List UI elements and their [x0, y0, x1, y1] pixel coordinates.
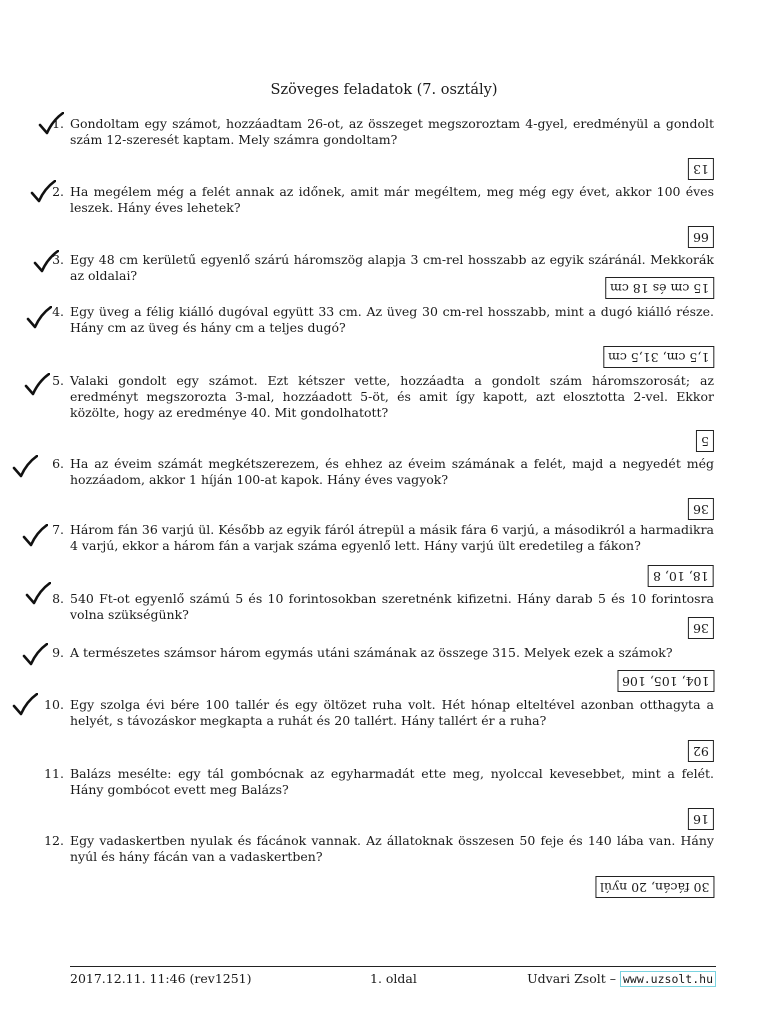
footer-website-link[interactable]: www.uzsolt.hu — [620, 971, 716, 987]
problem-text: Egy üveg a félig kiálló dugóval együtt 33 cm. Az üveg 30 cm-rel hosszabb, mint a dugó kiálló része. Hány cm az üveg és hány cm a teljes dugó? — [70, 304, 714, 335]
problem-text: Ha az éveim számát megkétszerezem, és ehhez az éveim számának a felét, majd a negyedét még hozzáadom, akkor 1 híján 100-at kapok. Hány éves vagyok? — [70, 456, 714, 487]
problem-number: 9. — [52, 645, 64, 660]
answer-box: 66 — [688, 226, 714, 248]
answer-box: 13 — [688, 158, 714, 180]
problem-number: 1. — [52, 116, 64, 131]
answer-box: 36 — [688, 498, 714, 520]
answer-box: 104, 105, 106 — [617, 670, 714, 692]
page-title: Szöveges feladatok (7. osztály) — [270, 82, 498, 98]
problem-text: Egy vadaskertben nyulak és fácánok vannak. Az állatoknak összesen 50 feje és 140 lába van. Hány nyúl és hány fácán van a vadaskertben? — [70, 833, 714, 864]
answer-box: 30 fácán, 20 nyúl — [595, 876, 714, 898]
problem-text: 540 Ft-ot egyenlő számú 5 és 10 forintosokban szeretnénk kifizetni. Hány darab 5 és 10 forintosra volna szükségünk? — [70, 591, 714, 622]
problem-text: Három fán 36 varjú ül. Később az egyik fáról átrepül a másik fára 6 varjú, a másodikról a harmadikra 4 varjú, ekkor a három fán a varjak száma egyenlő lett. Hány varjú ült eredetileg a fákon? — [70, 522, 714, 553]
problem-number: 5. — [52, 373, 64, 388]
problem-number: 2. — [52, 184, 64, 199]
footer-timestamp: 2017.12.11. 11:46 (rev1251) — [70, 971, 252, 986]
problem-text: Gondoltam egy számot, hozzáadtam 26-ot, az összeget megszoroztam 4-gyel, eredményül a gondolt szám 12-szeresét kaptam. Mely számra gondoltam? — [70, 116, 714, 147]
page-footer — [70, 966, 716, 986]
problem-number: 11. — [44, 766, 64, 781]
answer-box: 15 cm és 18 cm — [605, 277, 714, 299]
answer-box: 5 — [696, 430, 714, 452]
problem-text: Egy 48 cm kerületű egyenlő szárú háromszög alapja 3 cm-rel hosszabb az egyik száránál. Mekkorák az oldalai? — [70, 252, 714, 283]
problem-number: 8. — [52, 591, 64, 606]
problem-number: 6. — [52, 456, 64, 471]
problem-text: Balázs mesélte: egy tál gombócnak az egyharmadát ette meg, nyolccal kevesebbet, mint a felét. Hány gombócot evett meg Balázs? — [70, 766, 714, 797]
answer-box: 36 — [688, 617, 714, 639]
problem-number: 10. — [44, 697, 64, 712]
answer-box: 18, 10, 8 — [648, 565, 714, 587]
footer-author — [527, 971, 716, 987]
problem-number: 7. — [52, 522, 64, 537]
footer-author-name: Udvari Zsolt – — [527, 971, 616, 986]
problem-number: 12. — [44, 833, 64, 848]
problem-text: Ha megélem még a felét annak az időnek, amit már megéltem, meg még egy évet, akkor 100 éves leszek. Hány éves lehetek? — [70, 184, 714, 215]
problem-text: Valaki gondolt egy számot. Ezt kétszer vette, hozzáadta a gondolt szám háromszorosát; az eredményt megszorozta 3-mal, hozzáadott 5-öt, és amit így kapott, azt elosztotta 2-vel. Ekkor közölte, hogy az eredménye 40. Mit gondolhatott? — [70, 373, 714, 420]
answer-box: 92 — [688, 740, 714, 762]
answer-box: 1,5 cm, 31,5 cm — [603, 346, 714, 368]
problem-text: A természetes számsor három egymás utáni számának az összege 315. Melyek ezek a számok? — [70, 645, 673, 660]
problem-text: Egy szolga évi bére 100 tallér és egy öltözet ruha volt. Hét hónap elteltével azonban otthagyta a helyét, s távozáskor megkapta a ruhát és 20 tallért. Hány tallért ér a ruha? — [70, 697, 714, 728]
problem-number: 4. — [52, 304, 64, 319]
footer-page-number: 1. oldal — [370, 971, 417, 986]
answer-box: 16 — [688, 808, 714, 830]
problem-number: 3. — [52, 252, 64, 267]
